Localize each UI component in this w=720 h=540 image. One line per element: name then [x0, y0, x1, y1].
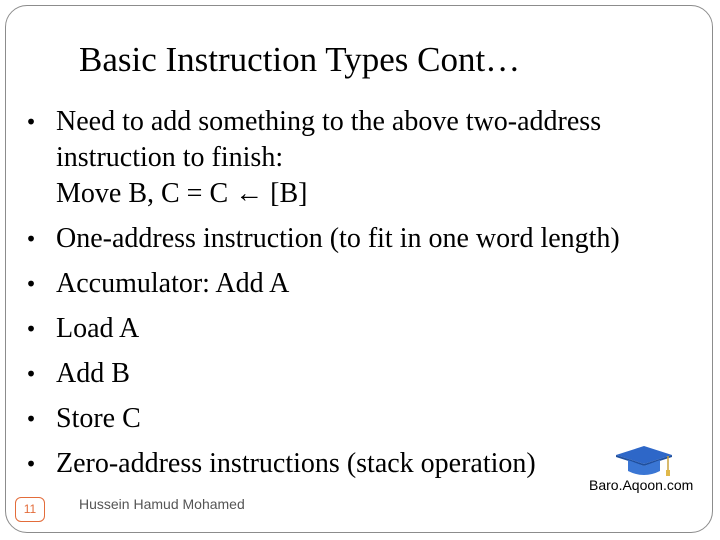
bullet-dot: • [25, 272, 37, 296]
bullet-dot: • [25, 452, 37, 476]
bullet-dot: • [25, 227, 37, 251]
bullet-dot: • [25, 407, 37, 431]
footer-author: Hussein Hamud Mohamed [79, 496, 245, 512]
bullet-text-line: Move B, C = C ← [B] [56, 178, 308, 209]
bullet-item [24, 104, 620, 212]
slide-title: Basic Instruction Types Cont… [79, 40, 521, 79]
bullet-item [24, 266, 620, 302]
bullet-text-line: Load A [56, 313, 140, 344]
bullet-item [24, 221, 620, 257]
bullet-list [24, 104, 620, 491]
bullet-text-line: One-address instruction (to fit in one word length) [56, 223, 620, 254]
bullet-item [24, 311, 620, 347]
bullet-dot: • [25, 362, 37, 386]
bullet-item [24, 356, 620, 392]
bullet-dot: • [25, 317, 37, 341]
bullet-text-line: Store C [56, 403, 141, 434]
bullet-text-line: Add B [56, 358, 130, 389]
graduation-cap-icon [614, 444, 674, 480]
page-number: 11 [15, 497, 45, 522]
watermark-text: Baro.Aqoon.com [589, 477, 694, 493]
bullet-text-line: Zero-address instructions (stack operation) [56, 448, 536, 479]
bullet-text-line: Need to add something to the above two-address [56, 106, 602, 137]
bullet-text-line: Accumulator: Add A [56, 268, 290, 299]
bullet-dot: • [25, 110, 37, 134]
bullet-item [24, 446, 620, 482]
bullet-text-line: instruction to finish: [56, 142, 284, 173]
bullet-item [24, 401, 620, 437]
